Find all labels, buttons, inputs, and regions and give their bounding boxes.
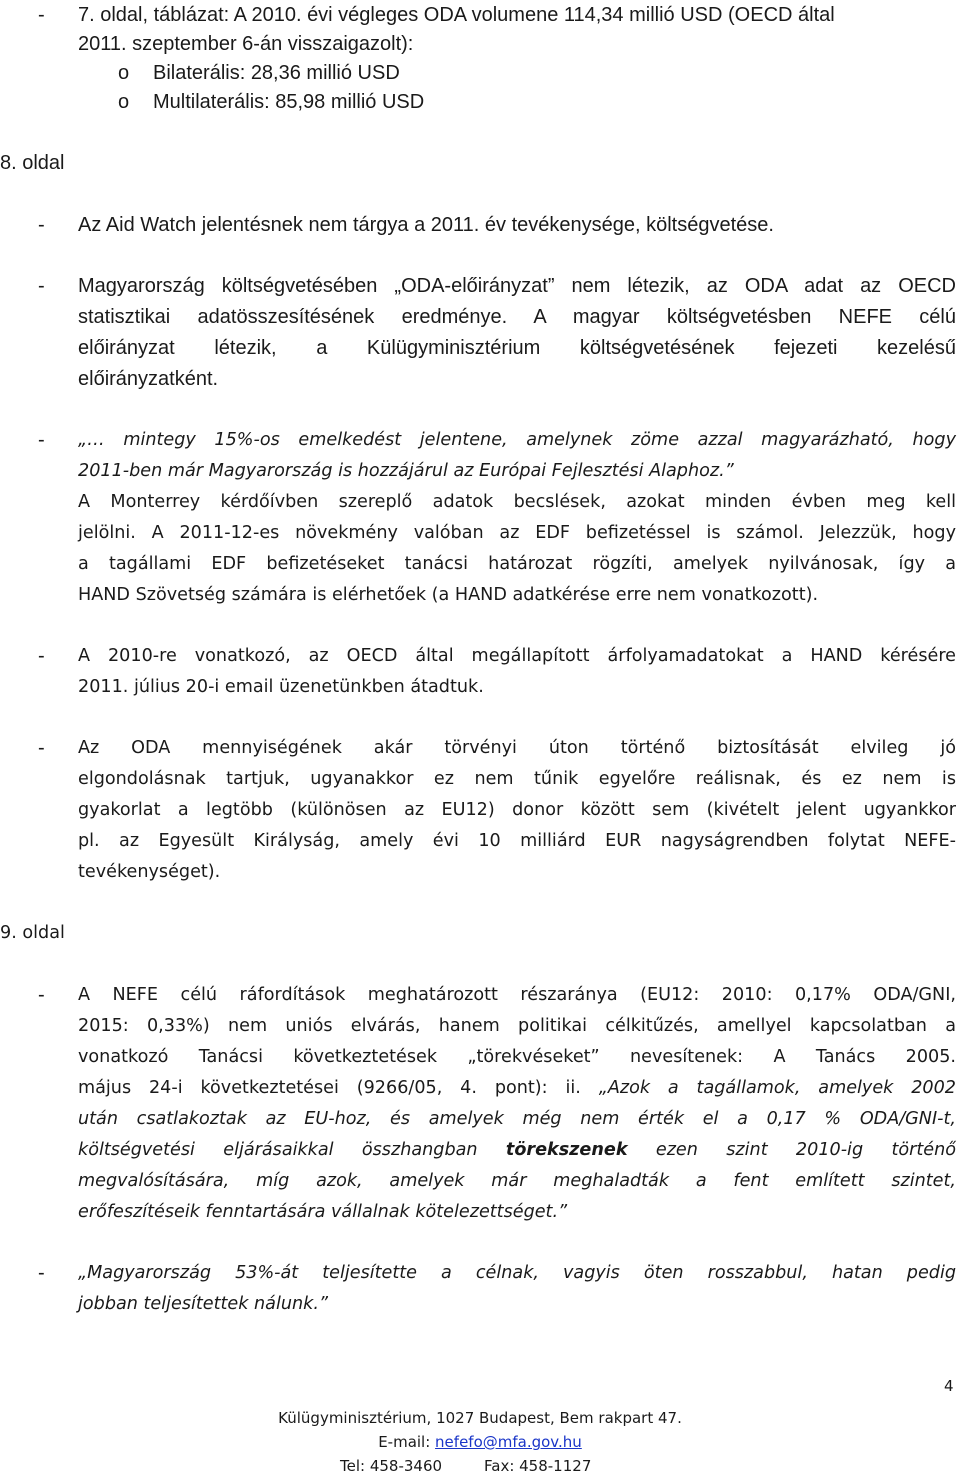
- quote-text: 2011-ben már Magyarország is hozzájárul az Európai Fejlesztési Alaphoz.”: [78, 461, 734, 481]
- p7-line-2: 2011. szeptember 6-án visszaigazolt):: [78, 33, 414, 55]
- bullet-dash: -: [38, 275, 45, 297]
- quote-text: ezen szint 2010-ig történő: [627, 1140, 956, 1160]
- bullet-dash: -: [38, 984, 45, 1006]
- sub-bullet-circle: o: [118, 91, 130, 113]
- b9-1-quote-line-8: [78, 1197, 567, 1227]
- footer-email-line: [0, 1432, 960, 1452]
- bullet-dash: -: [38, 429, 45, 451]
- sub-bullet-circle: o: [118, 62, 130, 84]
- footer-email-link[interactable]: nefefo@mfa.gov.hu: [435, 1433, 582, 1451]
- p7-line-1: 7. oldal, táblázat: A 2010. évi végleges ODA volumene 114,34 millió USD (OECD által: [78, 4, 835, 26]
- bullet-dash: -: [38, 4, 45, 26]
- b9-1-quote-line-6: [78, 1135, 956, 1165]
- b9-1-quote-line-5: [78, 1104, 956, 1134]
- b8-3-line-5: a tagállami EDF befizetéseket tanácsi határozat rögzíti, amelyek nyilvánosak, így a: [78, 554, 956, 574]
- heading-page-8: 8. oldal: [0, 152, 65, 174]
- b8-5-line-5: tevékenységet).: [78, 862, 221, 882]
- b8-2-line-4: előirányzatként.: [78, 368, 219, 390]
- quote-text: jobban teljesítettek nálunk.”: [78, 1294, 329, 1314]
- b8-1: Az Aid Watch jelentésnek nem tárgya a 2011. év tevékenysége, költségvetése.: [78, 214, 774, 236]
- b8-3-line-4: jelölni. A 2011-12-es növekmény valóban az EDF befizetéssel is számol. Jelezzük, hogy: [78, 523, 956, 543]
- b8-2-line-3: előirányzat létezik, a Külügyminisztérium költségvetésének fejezeti kezelésű: [78, 337, 956, 359]
- b9-1-quote-line-7: [78, 1166, 956, 1196]
- b8-4-line-1: A 2010-re vonatkozó, az OECD által megállapított árfolyamadatokat a HAND kérésére: [78, 646, 956, 666]
- emphasis-torekszenek: törekszenek: [505, 1140, 628, 1160]
- p7-sub-bilateral: Bilaterális: 28,36 millió USD: [153, 62, 400, 84]
- bullet-dash: -: [38, 645, 45, 667]
- footer-fax: Fax: 458-1127: [484, 1457, 592, 1475]
- b8-3-line-3: A Monterrey kérdőívben szereplő adatok becslések, azokat minden évben meg kell: [78, 492, 956, 512]
- b8-3-quote-line-2: [78, 456, 734, 486]
- b8-4-line-2: 2011. július 20-i email üzenetünkben átadtuk.: [78, 677, 484, 697]
- b8-5-line-2: elgondolásnak tartjuk, ugyanakkor ez nem tűnik egyelőre reálisnak, és ez nem is: [78, 769, 956, 789]
- b8-3-quote-line-1: [78, 425, 956, 455]
- quote-text: után csatlakoztak az EU-hoz, és amelyek még nem érték el a 0,17 % ODA/GNI-t,: [78, 1109, 956, 1129]
- heading-page-9: 9. oldal: [0, 923, 65, 943]
- b8-5-line-4: pl. az Egyesült Királyság, amely évi 10 milliárd EUR nagyságrendben folytat NEFE-: [78, 831, 956, 851]
- b8-5-line-3: gyakorlat a legtöbb (különösen az EU12) donor között sem (kivételt jelent ugyankkor: [78, 800, 956, 820]
- quote-text: megvalósítására, míg azok, amelyek már meghaladták a fent említett szintet,: [78, 1171, 956, 1191]
- b9-1-line-4-plain: május 24-i következtetései (9266/05, 4. pont): ii.: [78, 1078, 599, 1098]
- b9-1-line-1: A NEFE célú ráfordítások meghatározott részaránya (EU12: 2010: 0,17% ODA/GNI,: [78, 985, 956, 1005]
- b8-5-line-1: Az ODA mennyiségének akár törvényi úton történő biztosítását elvileg jó: [78, 738, 956, 758]
- bullet-dash: -: [38, 1262, 45, 1284]
- page-number: 4: [944, 1377, 954, 1395]
- footer-address: Külügyminisztérium, 1027 Budapest, Bem rakpart 47.: [278, 1409, 682, 1427]
- p7-sub-multilateral: Multilaterális: 85,98 millió USD: [153, 91, 425, 113]
- quote-text: „… mintegy 15%-os emelkedést jelentene, amelynek zöme azzal magyarázható, hogy: [78, 430, 956, 450]
- quote-text: erőfeszítéseik fenntartására vállalnak kötelezettséget.”: [78, 1202, 568, 1222]
- footer-tel: Tel: 458-3460: [340, 1457, 443, 1475]
- b8-2-line-2: statisztikai adatösszesítésének eredménye. A magyar költségvetésben NEFE célú: [78, 306, 956, 328]
- footer-email-label: E-mail:: [378, 1433, 436, 1451]
- bullet-dash: -: [38, 214, 45, 236]
- b9-2-quote-line-2: [78, 1289, 328, 1319]
- b8-3-line-6: HAND Szövetség számára is elérhetőek (a HAND adatkérése erre nem vonatkozott).: [78, 585, 819, 605]
- b9-1-line-2: 2015: 0,33%) nem uniós elvárás, hanem politikai célkitűzés, amellyel kapcsolatban a: [78, 1016, 956, 1036]
- b9-1-line-4: [78, 1073, 956, 1103]
- b9-2-quote-line-1: [78, 1258, 956, 1288]
- b9-1-line-3: vonatkozó Tanácsi következtetések „törekvéseket” nevesítenek: A Tanács 2005.: [78, 1047, 956, 1067]
- bullet-dash: -: [38, 737, 45, 759]
- quote-text: „Magyarország 53%-át teljesítette a célnak, vagyis öten rosszabbul, hatan pedig: [78, 1263, 956, 1283]
- quote-text: költségvetési eljárásaikkal összhangban: [78, 1140, 506, 1160]
- b8-2-line-1: Magyarország költségvetésében „ODA-előirányzat” nem létezik, az ODA adat az OECD: [78, 275, 956, 297]
- council-quote-start: „Azok a tagállamok, amelyek 2002: [598, 1078, 956, 1098]
